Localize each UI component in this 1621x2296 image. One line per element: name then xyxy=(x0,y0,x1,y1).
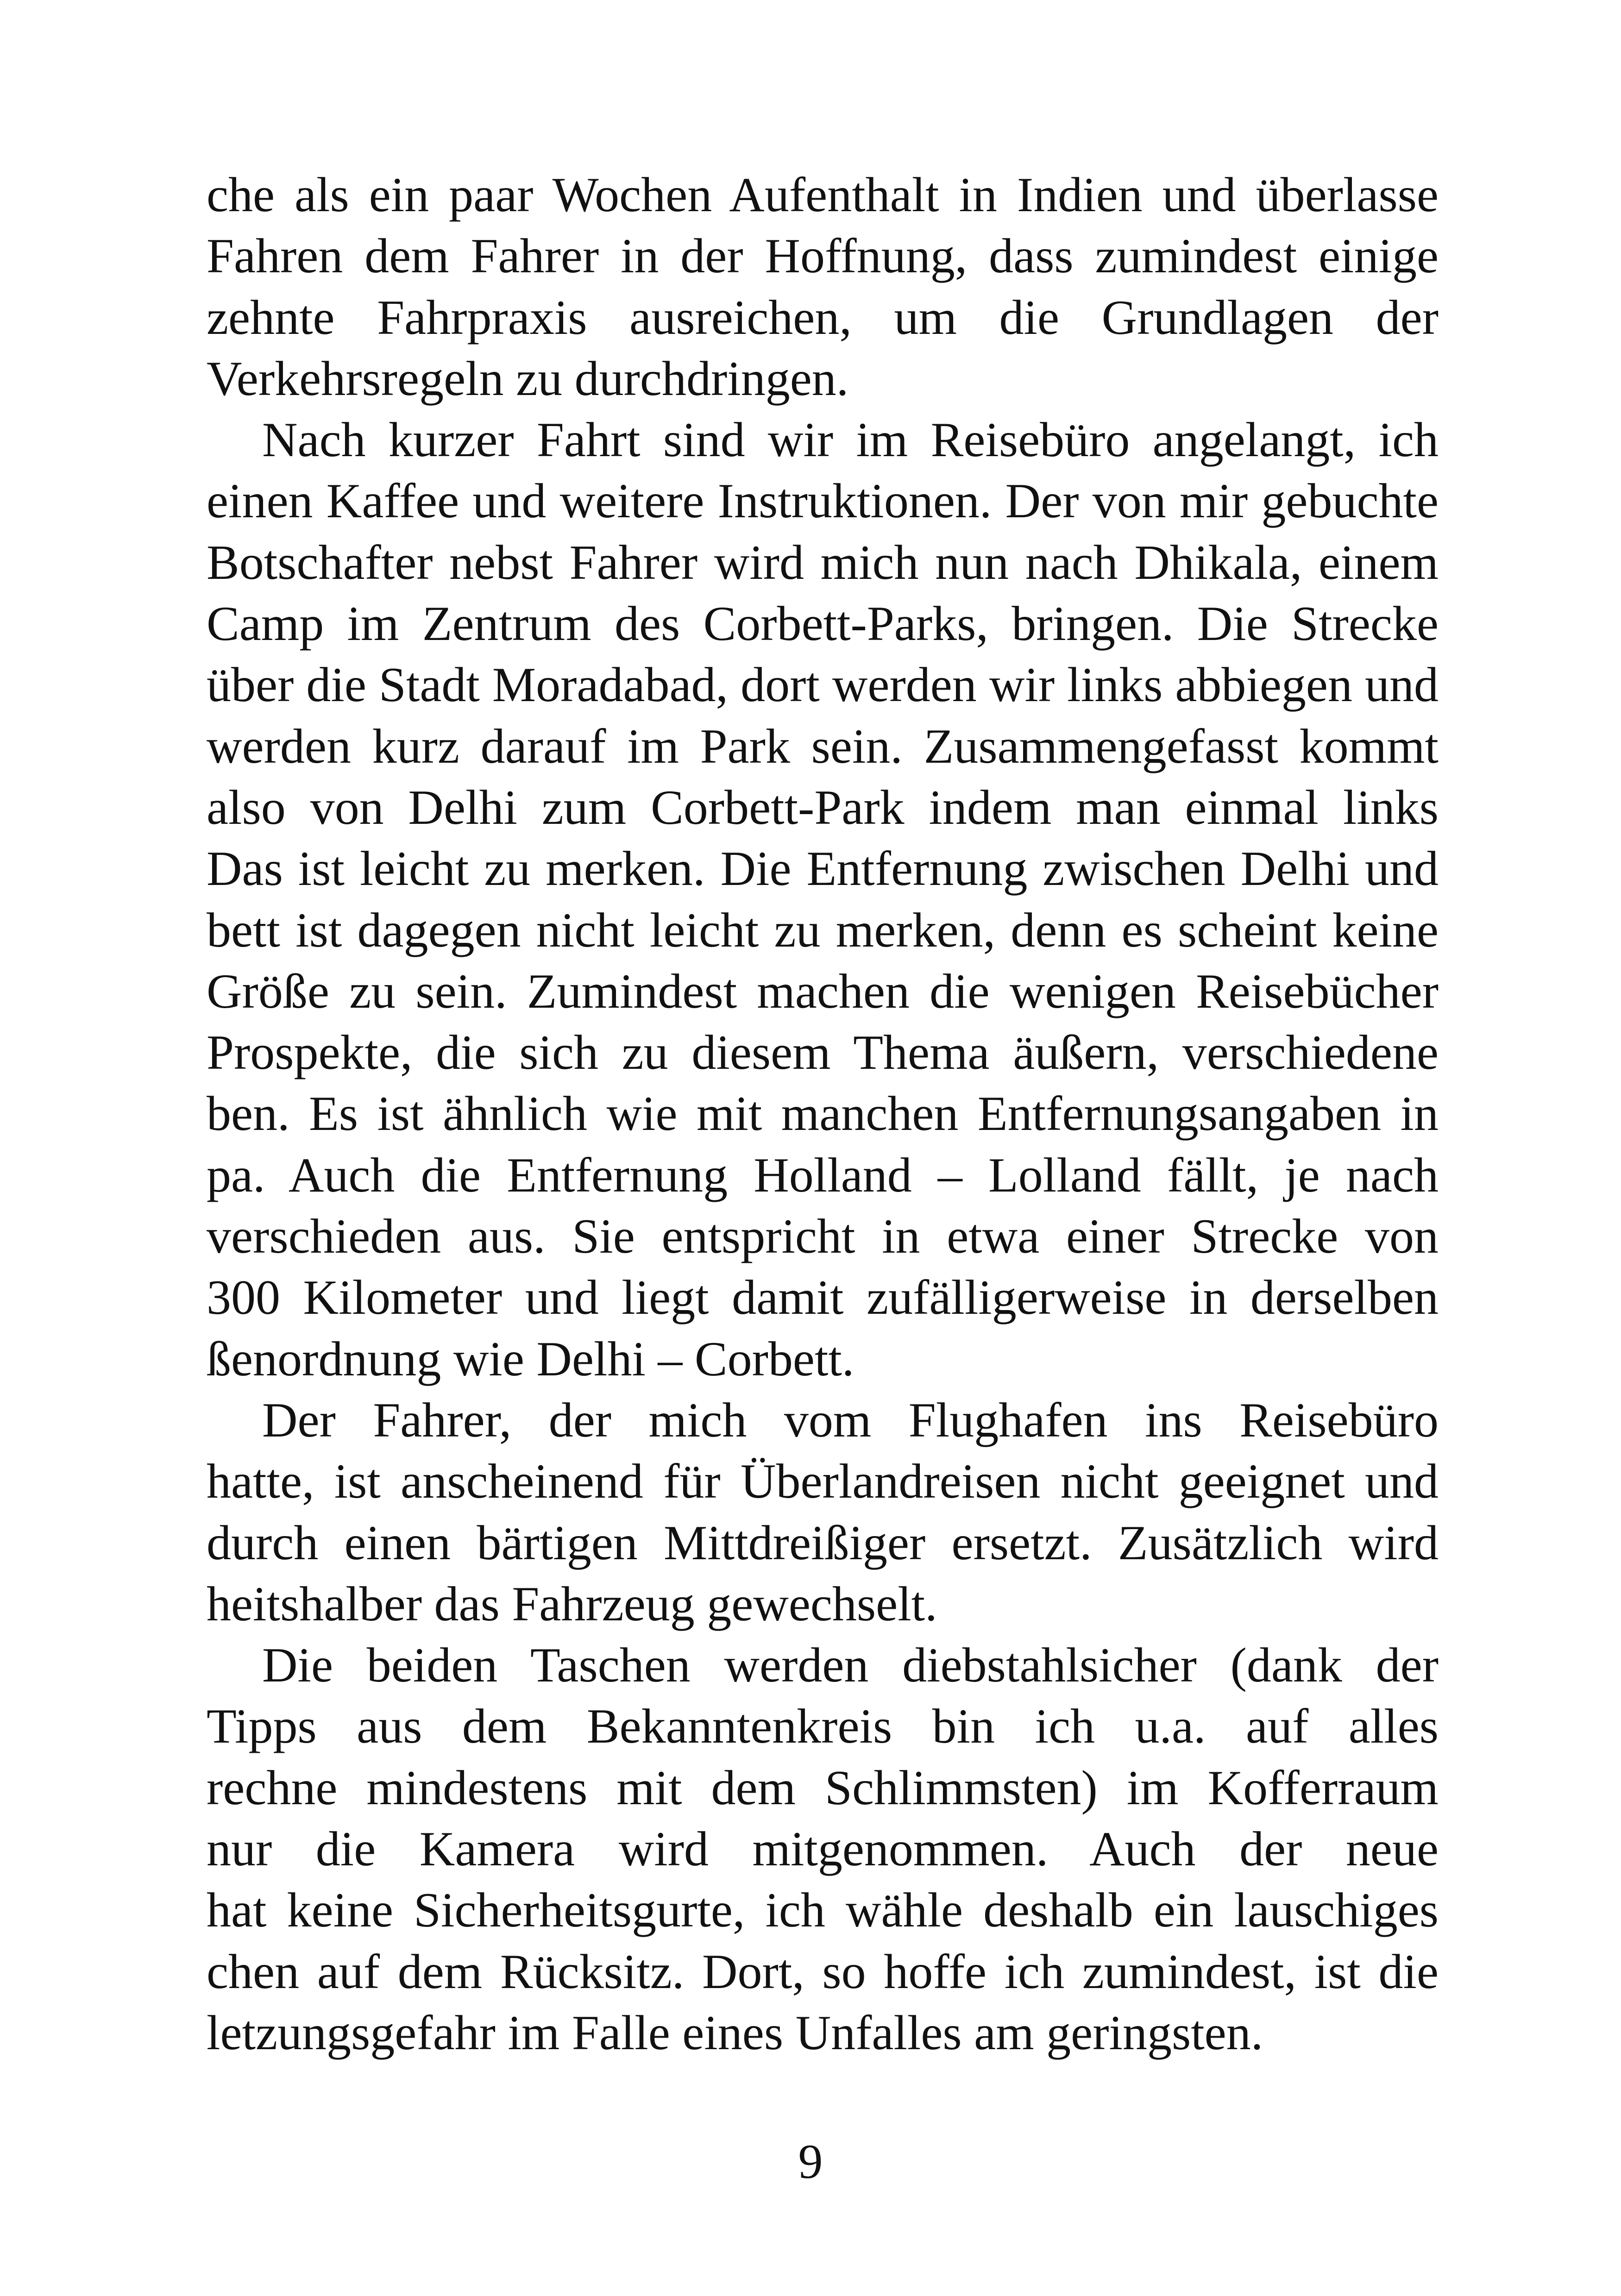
text-line: Verkehrsregeln zu durchdringen. xyxy=(207,351,849,406)
text-line: einen Kaffee und weitere Instruktionen. Der von mir gebuchte xyxy=(207,474,1439,528)
text-line: Botschafter nebst Fahrer wird mich nun nach Dhikala, einem xyxy=(207,535,1439,590)
text-line: heitshalber das Fahrzeug gewechselt. xyxy=(207,1576,937,1631)
page-number: 9 xyxy=(798,2134,823,2189)
text-line: hatte, ist anscheinend für Überlandreisen nicht geeignet und xyxy=(207,1454,1439,1509)
body-text xyxy=(207,164,1439,2064)
text-line: werden kurz darauf im Park sein. Zusammengefasst kommt xyxy=(207,719,1439,773)
text-line: durch einen bärtigen Mittdreißiger ersetzt. Zusätzlich wird xyxy=(207,1515,1439,1570)
text-line: rechne mindestens mit dem Schlimmsten) im Kofferraum xyxy=(207,1760,1439,1815)
text-line: hat keine Sicherheitsgurte, ich wähle deshalb ein lauschiges xyxy=(207,1883,1439,1938)
text-line: also von Delhi zum Corbett-Park indem man einmal links xyxy=(207,780,1439,834)
text-line: letzungsgefahr im Falle eines Unfalles am geringsten. xyxy=(207,2005,1263,2060)
text-line: che als ein paar Wochen Aufenthalt in Indien und überlasse xyxy=(207,168,1439,222)
text-line: chen auf dem Rücksitz. Dort, so hoffe ich zumindest, ist die xyxy=(207,1944,1439,1999)
text-line: Nach kurzer Fahrt sind wir im Reisebüro angelangt, ich xyxy=(262,413,1439,467)
text-line: ben. Es ist ähnlich wie mit manchen Entfernungsangaben in xyxy=(207,1086,1439,1141)
text-line: pa. Auch die Entfernung Holland – Lolland fällt, je nach xyxy=(207,1148,1439,1202)
text-line: Tipps aus dem Bekanntenkreis bin ich u.a. auf alles xyxy=(207,1699,1439,1754)
text-line: Das ist leicht zu merken. Die Entfernung zwischen Delhi und xyxy=(207,841,1439,896)
text-line: ßenordnung wie Delhi – Corbett. xyxy=(207,1331,854,1386)
text-line: zehnte Fahrpraxis ausreichen, um die Grundlagen der xyxy=(207,290,1439,345)
text-line: 300 Kilometer und liegt damit zufälligerweise in derselben xyxy=(207,1270,1439,1325)
text-line: Der Fahrer, der mich vom Flughafen ins Reisebüro xyxy=(262,1393,1439,1447)
text-line: Größe zu sein. Zumindest machen die wenigen Reisebücher xyxy=(207,964,1439,1018)
text-line: über die Stadt Moradabad, dort werden wir links abbiegen und xyxy=(207,658,1439,712)
text-line: Fahren dem Fahrer in der Hoffnung, dass zumindest einige xyxy=(207,229,1439,283)
text-line: bett ist dagegen nicht leicht zu merken, denn es scheint keine xyxy=(207,903,1439,957)
text-line: Die beiden Taschen werden diebstahlsicher (dank der xyxy=(262,1638,1439,1693)
text-line: Prospekte, die sich zu diesem Thema äußern, verschiedene xyxy=(207,1025,1439,1080)
text-line: nur die Kamera wird mitgenommen. Auch der neue xyxy=(207,1822,1439,1876)
text-line: verschieden aus. Sie entspricht in etwa einer Strecke von xyxy=(207,1209,1439,1264)
text-line: Camp im Zentrum des Corbett-Parks, bringen. Die Strecke xyxy=(207,596,1439,651)
